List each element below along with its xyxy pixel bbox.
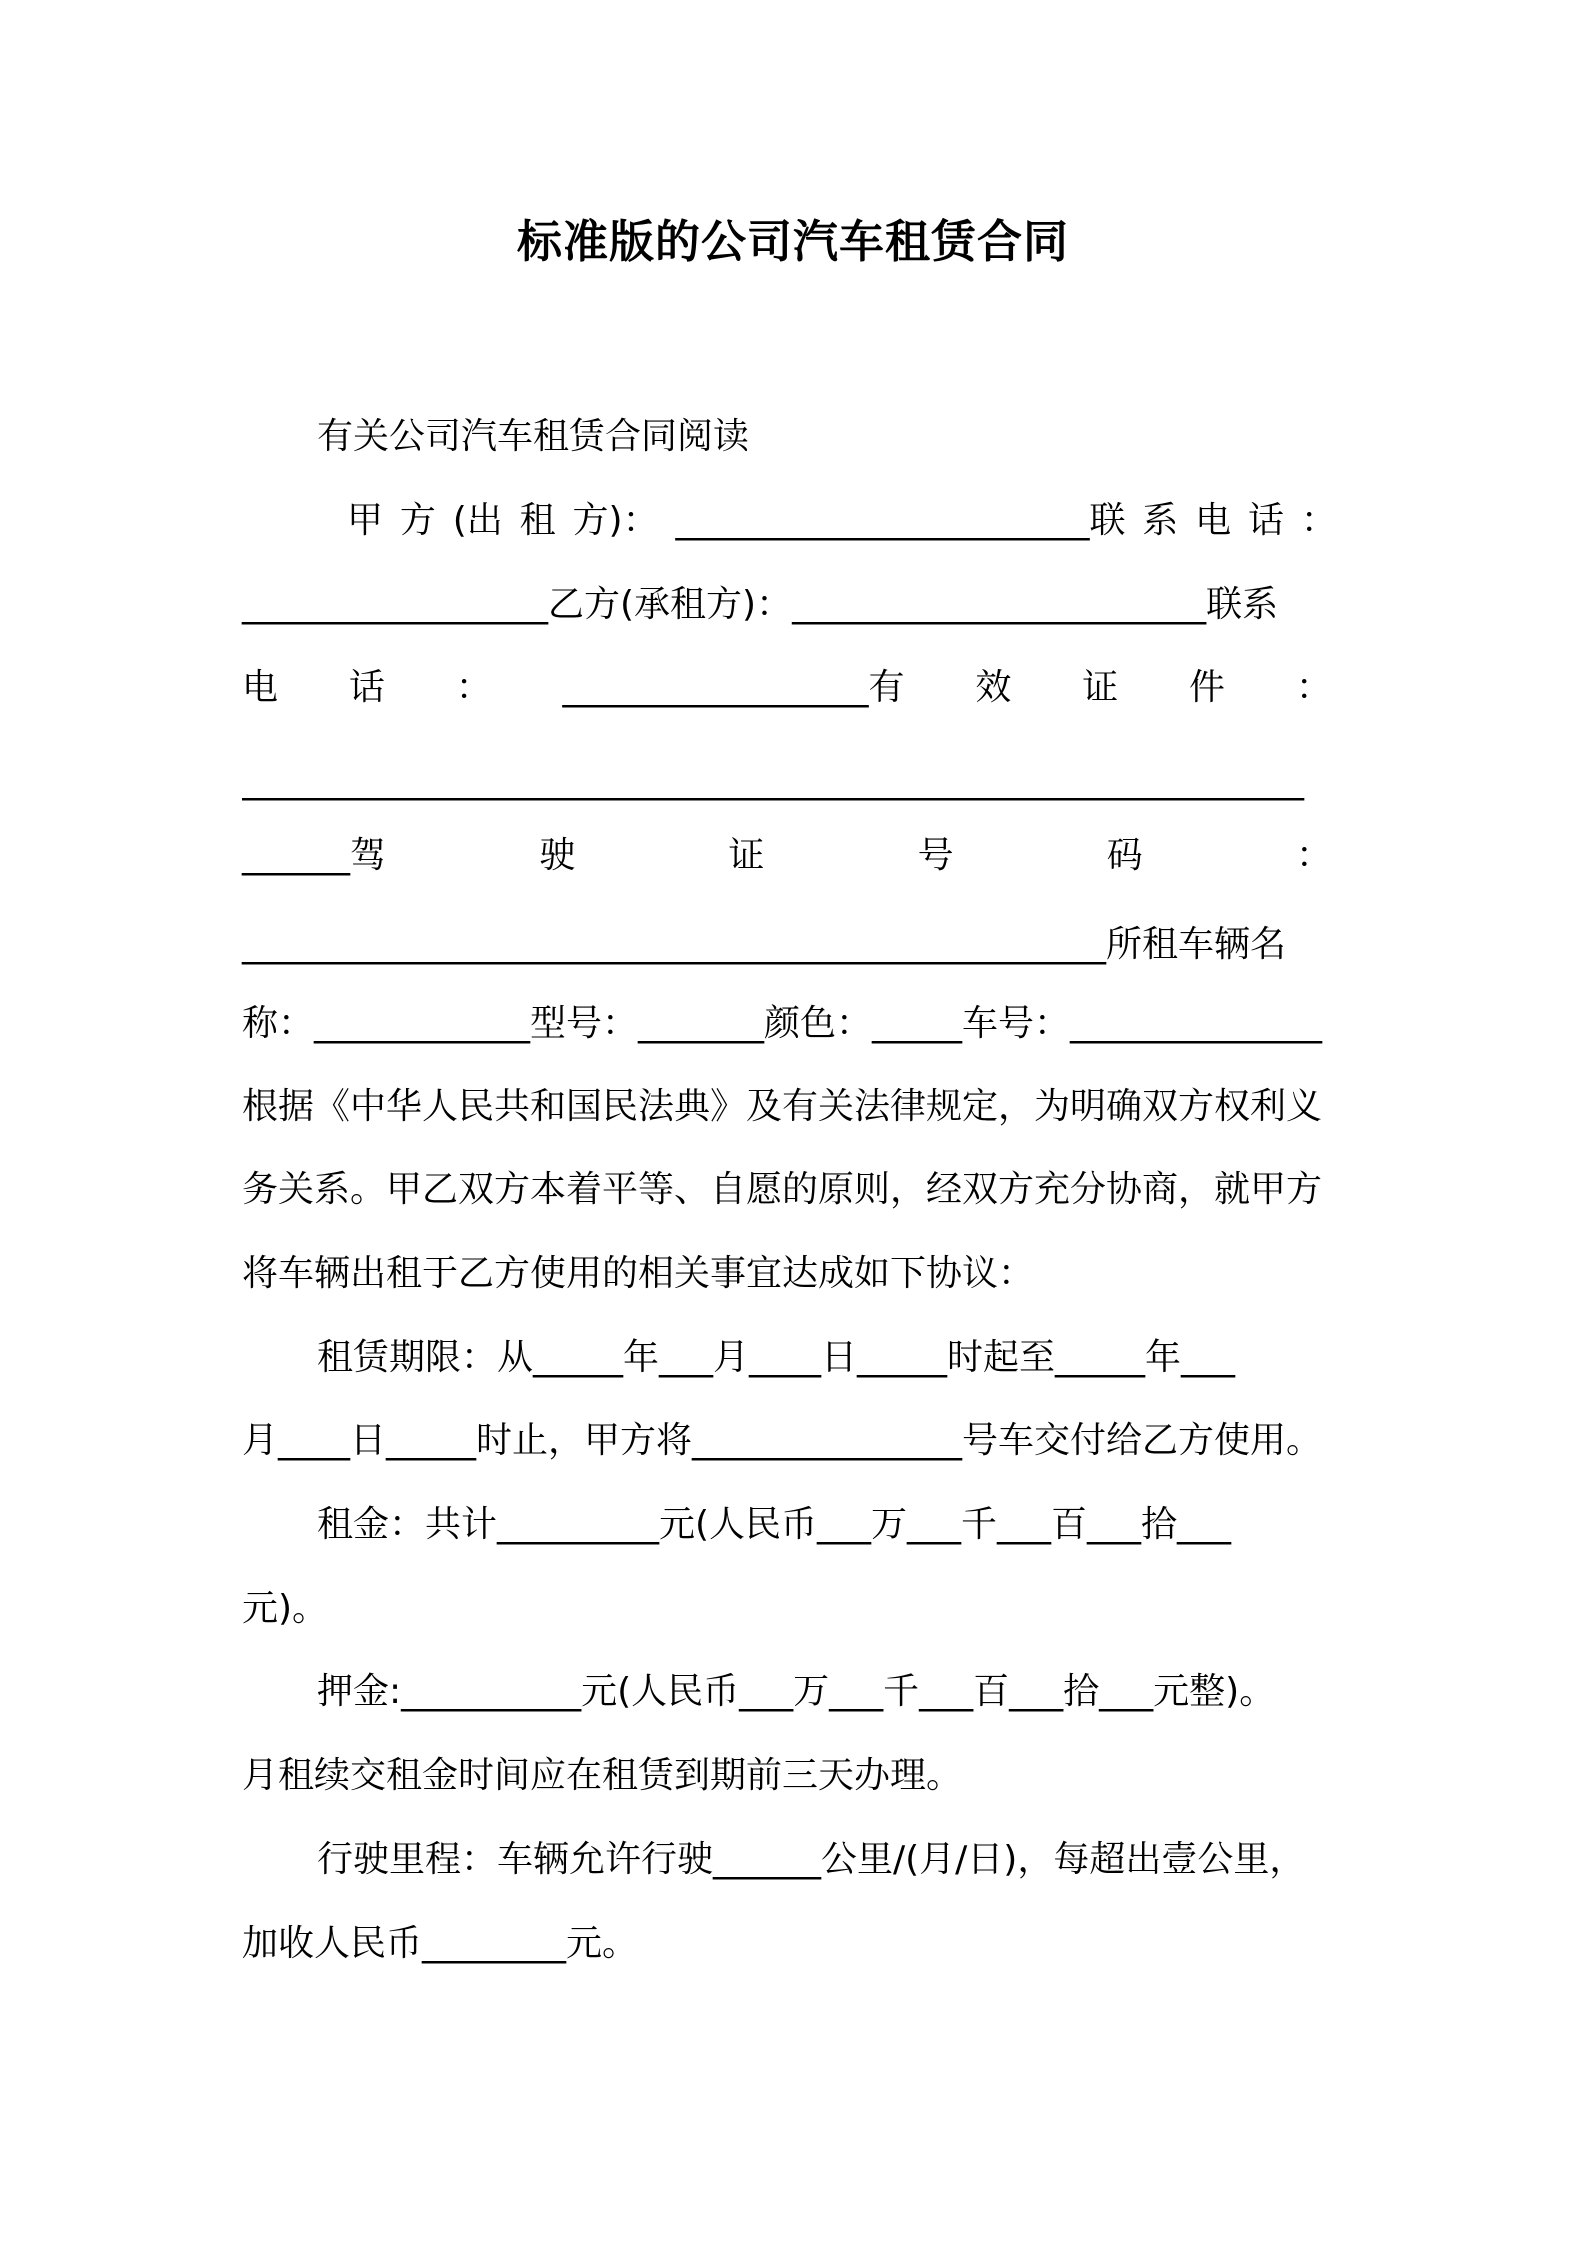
term-line-2: 月____日_____时止，甲方将_______________号车交付给乙方使用。	[242, 1420, 1323, 1461]
party-b-line: _________________乙方(承租方)：_______________________联系	[242, 584, 1279, 625]
mileage-line-1: 行驶里程：车辆允许行驶______公里/(月/日)，每超出壹公里，	[317, 1839, 1306, 1880]
document-title: 标准版的公司汽车租赁合同	[516, 215, 1069, 268]
blank-line: ___________________________________________________________	[242, 760, 1304, 801]
party-a-line: 甲 方 (出 租 方)： _______________________联 系 电 话 ：	[347, 500, 1337, 541]
rent-line-1: 租金：共计_________元(人民币___万___千___百___拾___	[317, 1504, 1232, 1545]
rent-line-2: 元)。	[242, 1588, 329, 1629]
basis-line-2: 务关系。甲乙双方本着平等、自愿的原则，经双方充分协商，就甲方	[242, 1169, 1323, 1210]
mileage-line-2: 加收人民币________元。	[242, 1923, 639, 1964]
license-line: ______驾 驶 证 号 码 ：	[242, 835, 1332, 876]
document-subtitle: 有关公司汽车租赁合同阅读	[317, 416, 750, 457]
basis-line-3: 将车辆出租于乙方使用的相关事宜达成如下协议：	[242, 1253, 1035, 1294]
phone-id-line: 电 话 ： _________________有 效 证 件 ：	[242, 667, 1332, 708]
term-line-1: 租赁期限：从_____年___月____日_____时起至_____年___	[317, 1337, 1236, 1378]
vehicle-name-line: ________________________________________________所租车辆名	[242, 924, 1287, 965]
basis-line-1: 根据《中华人民共和国民法典》及有关法律规定，为明确双方权利义	[242, 1086, 1323, 1127]
deposit-line-2: 月租续交租金时间应在租赁到期前三天办理。	[242, 1755, 963, 1796]
deposit-line-1: 押金:__________元(人民币___万___千___百___拾___元整)。	[317, 1671, 1276, 1712]
vehicle-info-line: 称：____________型号：_______颜色：_____车号：______________	[242, 1003, 1323, 1044]
